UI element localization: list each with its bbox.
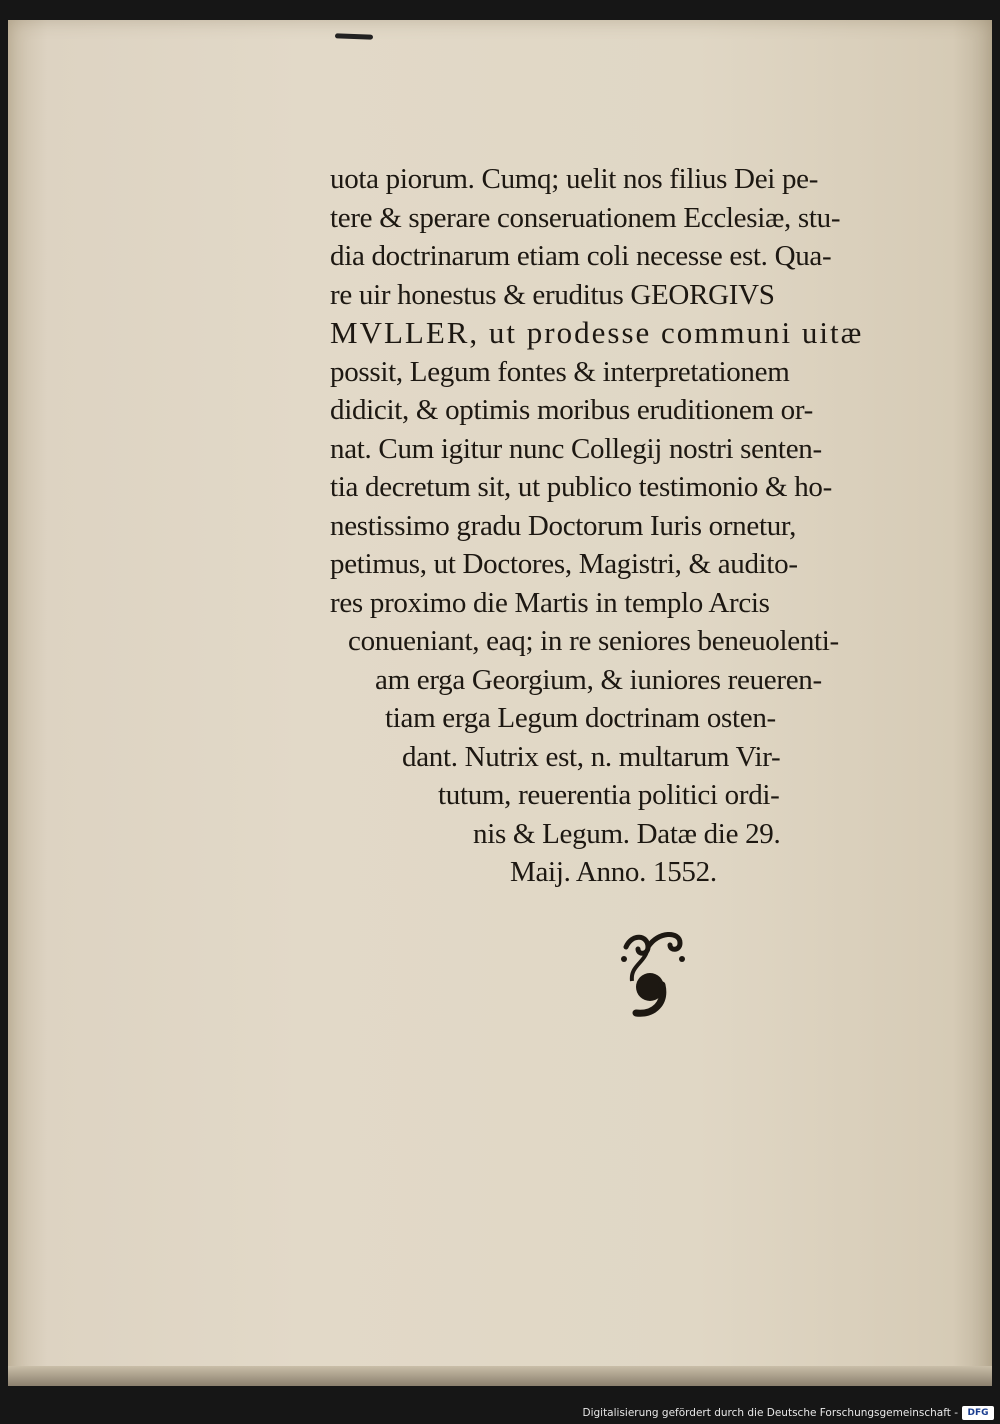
text-line: tia decretum sit, ut publico testimonio & ho- xyxy=(330,471,832,503)
text-line: nat. Cum igitur nunc Collegij nostri senten- xyxy=(330,432,822,465)
text-line: re uir honestus & eruditus GEORGIVS xyxy=(330,278,775,311)
fleuron-ornament-icon xyxy=(618,925,688,1020)
digitization-credit: Digitalisierung gefördert durch die Deutsche Forschungsgemeinschaft - xyxy=(582,1407,958,1419)
text-line: am erga Georgium, & iuniores reueren- xyxy=(375,663,822,696)
text-line: MVLLER, ut prodesse communi uitæ xyxy=(330,315,864,350)
text-line: uota piorum. Cumq; uelit nos filius Dei pe- xyxy=(330,163,819,195)
text-line: didicit, & optimis moribus eruditionem or- xyxy=(330,394,813,426)
dfg-logo: DFG xyxy=(962,1406,994,1420)
text-line: petimus, ut Doctores, Magistri, & audito- xyxy=(330,548,798,580)
text-line: possit, Legum fontes & interpretationem xyxy=(330,355,790,388)
text-line: res proximo die Martis in templo Arcis xyxy=(330,586,770,619)
text-line: tiam erga Legum doctrinam osten- xyxy=(385,702,776,734)
page-edge xyxy=(8,1366,992,1386)
text-line: conueniant, eaq; in re seniores beneuolenti- xyxy=(348,625,839,657)
text-line: dant. Nutrix est, n. multarum Vir- xyxy=(402,740,781,773)
text-line: dia doctrinarum etiam coli necesse est. Qua- xyxy=(330,240,832,272)
text-line: tutum, reuerentia politici ordi- xyxy=(438,779,780,811)
text-line: nestissimo gradu Doctorum Iuris ornetur, xyxy=(330,509,797,542)
text-line: nis & Legum. Datæ die 29. xyxy=(473,817,781,850)
text-line: Maij. Anno. 1552. xyxy=(510,856,717,888)
text-line: tere & sperare conseruationem Ecclesiæ, stu- xyxy=(330,201,841,234)
body-text xyxy=(330,160,950,892)
